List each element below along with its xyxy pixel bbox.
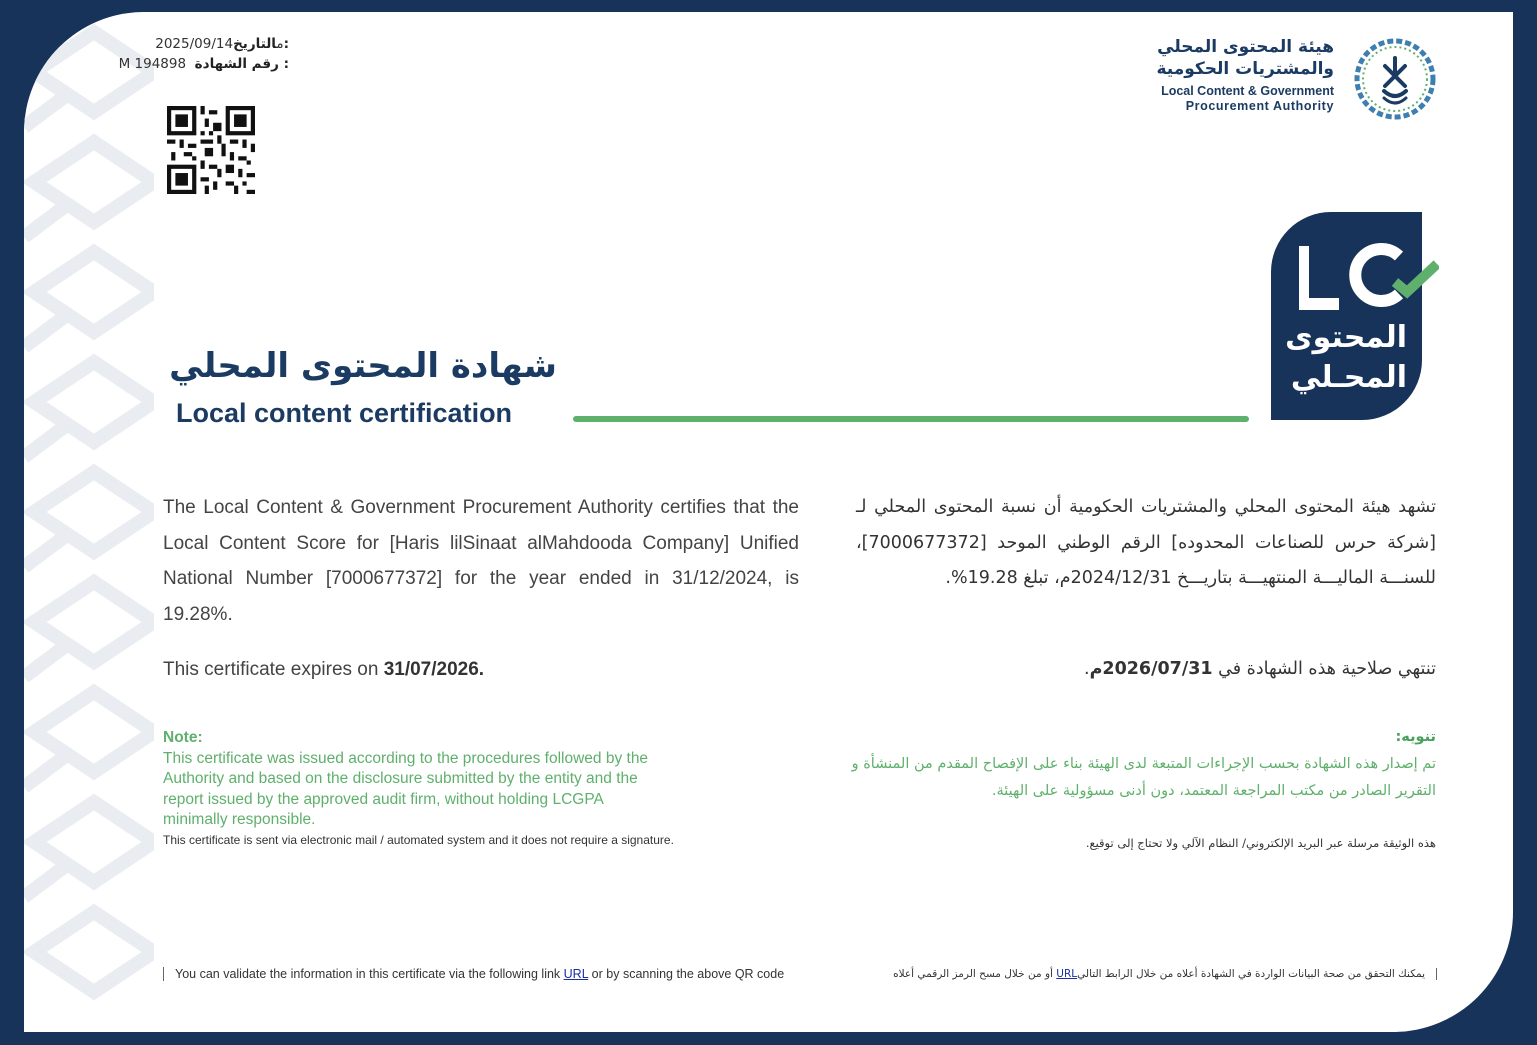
- validation-footer-ar: [854, 968, 1437, 980]
- authority-logo: [1134, 36, 1334, 114]
- side-pattern-decoration: [24, 12, 154, 1032]
- cert-number-value: M 194898: [118, 56, 187, 72]
- expiry-prefix-ar: تنتهي صلاحية هذه الشهادة في: [1212, 659, 1436, 679]
- qr-code-icon[interactable]: [167, 106, 255, 194]
- lc-badge: [1271, 212, 1422, 420]
- authority-name-en-line2: Procurement Authority: [1185, 99, 1334, 113]
- footer-prefix-ar: يمكنك التحقق من صحة البيانات الواردة في الشهادة أعلاه من خلال الرابط التالي: [1077, 968, 1425, 980]
- title-english: Local content certification: [176, 398, 513, 428]
- lc-letters-graphic: [1299, 242, 1439, 312]
- validation-link-en[interactable]: URL: [563, 967, 589, 981]
- note-block-en: [163, 728, 663, 831]
- note-text-ar: تم إصدار هذه الشهادة بحسب الإجراءات المتبعة لدى الهيئة بناء على الإفصاح المقدم من المنشأة و التقرير الصادر من مكتب المراجعة المعتمد، دون أدنى مسؤولية على الهيئة.: [851, 756, 1436, 799]
- certification-text-ar: تشهد هيئة المحتوى المحلي والمشتريات الحكومية أن نسبة المحتوى المحلي لـ [شركة حرس للصناعات المحدوده] الرقم الوطني الموحد [7000677372]، للسنـــة الماليـــة المنتهيـــة بتاريـــخ 2024/12/31م، تبلغ 19.28%.: [856, 497, 1436, 588]
- no-signature-note-en: This certificate is sent via electronic mail / automated system and it does not require a signature.: [163, 833, 674, 847]
- authority-name-ar-line1: هيئة المحتوى المحلي: [1157, 37, 1334, 57]
- footer-suffix-en: or by scanning the above QR code: [588, 967, 785, 981]
- expiry-prefix-en: This certificate expires on: [163, 659, 384, 680]
- no-signature-note-ar: هذه الوثيقة مرسلة عبر البريد الإلكتروني/ النظام الآلي ولا تحتاج إلى توقيع.: [1085, 836, 1436, 850]
- expiry-text-ar: [924, 659, 1436, 679]
- cert-number-line: [94, 54, 289, 74]
- note-text-en: This certificate was issued according to the procedures followed by the Authority and based on the disclosure submitted by the entity and the report issued by the approved audit firm, without holding LCGPA minimally responsible.: [163, 749, 649, 828]
- note-title-en: Note:: [163, 729, 203, 746]
- validation-link-ar[interactable]: URL: [1056, 968, 1078, 980]
- certificate-sheet: [24, 12, 1513, 1032]
- validation-footer-en: [163, 967, 784, 981]
- expiry-text-en: [163, 659, 484, 681]
- footer-suffix-ar: أو من خلال مسح الرمز الرقمي أعلاه: [893, 968, 1057, 980]
- lc-badge-text-line1: المحتوى: [1285, 320, 1407, 355]
- title-divider-line: [573, 416, 1249, 422]
- expiry-date-ar: 2026/07/31م: [1089, 659, 1213, 679]
- note-title-ar: تنويه:: [1395, 729, 1436, 745]
- authority-name-en-line1: Local Content & Government: [1161, 84, 1334, 98]
- authority-emblem-icon: [1352, 36, 1438, 122]
- title-arabic: شهادة المحتوى المحلي: [169, 346, 557, 386]
- date-label: التاريخ:: [233, 36, 289, 52]
- authority-name-ar-line2: والمشتريات الحكومية: [1156, 59, 1334, 79]
- lc-checkmark-icon: [1395, 264, 1437, 292]
- certification-text-en: The Local Content & Government Procurement Authority certifies that the Local Content Score for [Haris lilSinaat alMahdooda Company] Unified National Number [7000677372] for the year ended in 31/12/2024, is 19.28%.: [163, 497, 799, 625]
- date-value: 2025/09/14م: [155, 36, 284, 52]
- expiry-suffix-ar: .: [1084, 659, 1090, 679]
- footer-prefix-en: You can validate the information in this certificate via the following link: [175, 967, 564, 981]
- cert-number-label: رقم الشهادة :: [194, 56, 289, 72]
- expiry-date-en: 31/07/2026.: [383, 659, 485, 680]
- note-block-ar: [846, 724, 1436, 805]
- certificate-meta: [94, 34, 289, 74]
- date-line: [94, 34, 289, 54]
- lc-badge-text-line2: المحـلي: [1290, 360, 1407, 395]
